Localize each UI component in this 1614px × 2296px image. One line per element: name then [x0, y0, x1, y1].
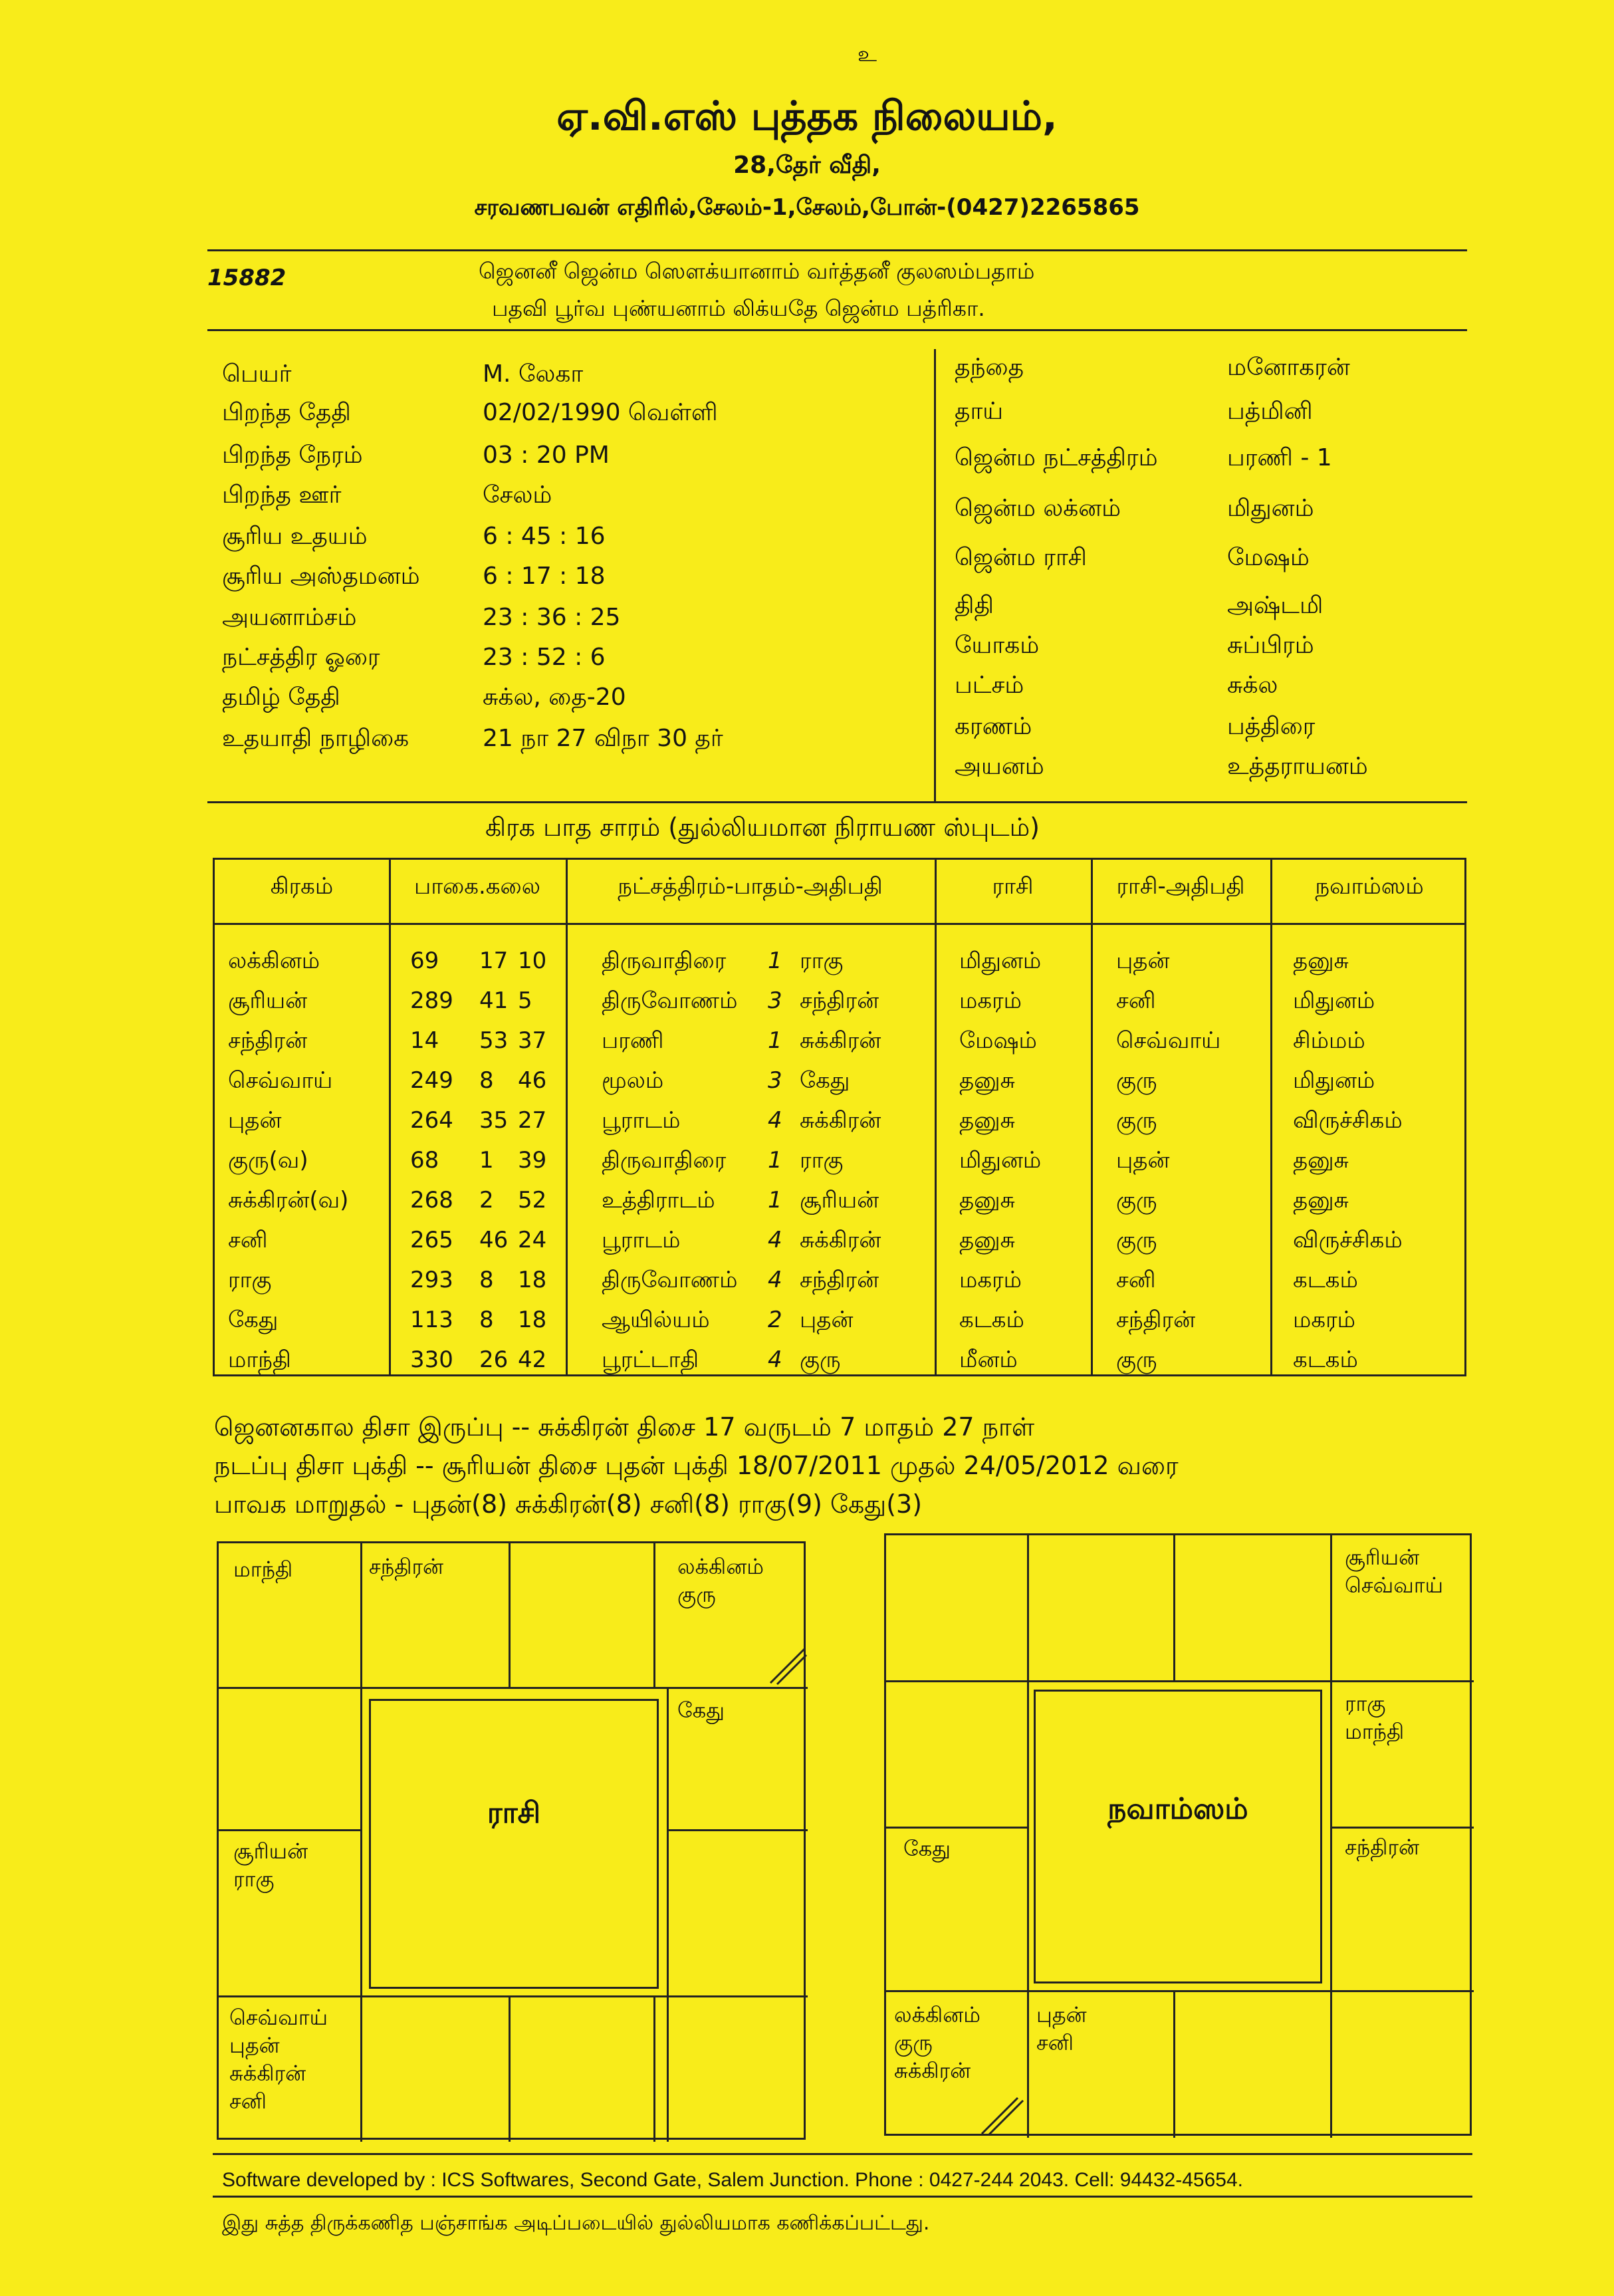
row-second: 24 — [518, 1227, 547, 1253]
bhava-change: பாவக மாறுதல் - புதன்(8) சுக்கிரன்(8) சனி(8) ராகு(9) கேது(3) — [214, 1489, 923, 1519]
birth-detail-value: சுக்ல, தை-20 — [483, 684, 626, 711]
row-rasi: மிதுனம் — [959, 948, 1042, 974]
row-degree: 249 — [410, 1067, 453, 1094]
column-divider — [1091, 860, 1093, 1374]
row-minute: 46 — [479, 1227, 509, 1253]
blessing-line-2: பதவி பூர்வ புண்யனாம் லிக்யதே ஜென்ம பத்ரிகா. — [492, 295, 985, 321]
navamsa-center-box — [1034, 1690, 1322, 1983]
table-title: கிரக பாத சாரம் (துல்லியமான நிராயண ஸ்புடம்) — [485, 813, 1040, 842]
row-rasi: மேஷம் — [959, 1027, 1037, 1054]
header-navamsa: நவாம்ஸம் — [1315, 873, 1424, 900]
family-detail-value: பத்மினி — [1227, 398, 1313, 425]
header-rasi-lord: ராசி-அதிபதி — [1116, 873, 1245, 900]
row-rasi: மகரம் — [959, 1267, 1022, 1293]
grid-line — [219, 1995, 808, 1997]
row-rasi-lord: குரு — [1116, 1107, 1157, 1134]
birth-detail-value: 6 : 45 : 16 — [483, 523, 606, 550]
row-rasi-lord: சந்திரன் — [1116, 1307, 1196, 1333]
row-navamsa: மகரம் — [1293, 1307, 1356, 1333]
row-nakshatra: திருவாதிரை — [602, 1147, 727, 1174]
row-pada: 3 — [768, 987, 782, 1014]
row-pada: 3 — [768, 1067, 782, 1094]
column-divider — [935, 860, 937, 1374]
row-degree: 293 — [410, 1267, 453, 1293]
navamsa-house-kadagam: ராகு மாந்தி — [1345, 1691, 1405, 1744]
header-mark: உ — [858, 41, 877, 66]
family-detail-value: மேஷம் — [1227, 544, 1310, 571]
row-rasi-lord: குரு — [1116, 1227, 1157, 1253]
family-detail-label: அயனம் — [955, 753, 1044, 780]
row-planet-name: சுக்கிரன்(வ) — [228, 1187, 349, 1213]
lagna-mark — [979, 2093, 1024, 2136]
row-degree: 68 — [410, 1147, 439, 1174]
family-detail-label: திதி — [955, 592, 994, 619]
header-planet: கிரகம் — [270, 873, 334, 900]
row-star-lord: சுக்கிரன் — [800, 1027, 881, 1054]
row-degree: 265 — [410, 1227, 453, 1253]
row-rasi: தனுசு — [959, 1107, 1015, 1134]
row-minute: 41 — [479, 987, 509, 1014]
row-second: 52 — [518, 1187, 547, 1213]
row-nakshatra: பூராடம் — [602, 1227, 681, 1253]
row-second: 5 — [518, 987, 532, 1014]
grid-line — [1330, 1827, 1474, 1829]
row-rasi-lord: புதன் — [1116, 1147, 1170, 1174]
row-nakshatra: உத்திராடம் — [602, 1187, 715, 1213]
row-minute: 53 — [479, 1027, 509, 1054]
footer-note: இது சுத்த திருக்கணித பஞ்சாங்க அடிப்படையில் துல்லியமாக கணிக்கப்பட்டது. — [222, 2212, 930, 2235]
row-navamsa: தனுசு — [1293, 948, 1349, 974]
birth-detail-label: உதயாதி நாழிகை — [222, 725, 409, 752]
row-navamsa: விருச்சிகம் — [1293, 1107, 1403, 1134]
row-navamsa: கடகம் — [1293, 1346, 1358, 1373]
birth-detail-label: நட்சத்திர ஓரை — [222, 644, 380, 671]
row-nakshatra: திருவோணம் — [602, 1267, 738, 1293]
birth-detail-value: 02/02/1990 வெள்ளி — [483, 399, 718, 426]
row-degree: 14 — [410, 1027, 439, 1054]
row-pada: 2 — [768, 1307, 782, 1333]
family-detail-label: தந்தை — [955, 354, 1024, 381]
family-detail-value: அஷ்டமி — [1227, 592, 1324, 619]
rasi-house-makaram: சூரியன் ராகு — [233, 1839, 308, 1892]
row-navamsa: கடகம் — [1293, 1267, 1358, 1293]
column-divider — [566, 860, 568, 1374]
grid-line — [653, 1995, 655, 2142]
row-nakshatra: ஆயில்யம் — [602, 1307, 710, 1333]
row-rasi: தனுசு — [959, 1227, 1015, 1253]
row-pada: 4 — [768, 1227, 782, 1253]
column-divider — [389, 860, 391, 1374]
family-detail-label: ஜென்ம நட்சத்திரம் — [955, 444, 1158, 471]
rasi-house-dhanus: செவ்வாய் புதன் சுக்கிரன் சனி — [229, 2005, 328, 2114]
row-planet-name: சூரியன் — [228, 987, 308, 1014]
row-star-lord: சுக்கிரன் — [800, 1227, 881, 1253]
family-detail-value: மிதுனம் — [1227, 495, 1314, 522]
row-minute: 2 — [479, 1187, 494, 1213]
row-pada: 1 — [768, 1187, 782, 1213]
row-star-lord: கேது — [800, 1067, 850, 1094]
row-navamsa: தனுசு — [1293, 1147, 1349, 1174]
header-star: நட்சத்திரம்-பாதம்-அதிபதி — [618, 873, 883, 900]
row-nakshatra: பூராடம் — [602, 1107, 681, 1134]
row-rasi-lord: குரு — [1116, 1067, 1157, 1094]
birth-detail-label: பிறந்த ஊர் — [222, 481, 342, 509]
row-planet-name: செவ்வாய் — [228, 1067, 333, 1094]
grid-line — [1027, 1535, 1029, 1680]
birth-detail-value: சேலம் — [483, 481, 552, 509]
details-divider — [934, 349, 936, 801]
row-second: 18 — [518, 1307, 547, 1333]
row-navamsa: விருச்சிகம் — [1293, 1227, 1403, 1253]
rasi-house-meenam: மாந்தி — [233, 1557, 293, 1582]
row-rasi-lord: சனி — [1116, 1267, 1156, 1293]
row-second: 42 — [518, 1346, 547, 1373]
row-navamsa: சிம்மம் — [1293, 1027, 1365, 1054]
row-pada: 4 — [768, 1346, 782, 1373]
software-credit: Software developed by : ICS Softwares, Second Gate, Salem Junction. Phone : 0427-244 2043. Cell: 94432-45654. — [222, 2169, 1243, 2191]
family-detail-label: யோகம் — [955, 632, 1040, 659]
row-nakshatra: மூலம் — [602, 1067, 664, 1094]
grid-line — [1173, 1990, 1175, 2138]
row-rasi-lord: புதன் — [1116, 948, 1170, 974]
divider — [207, 801, 1467, 803]
row-rasi-lord: சனி — [1116, 987, 1156, 1014]
shop-address: சரவணபவன் எதிரில்,சேலம்-1,சேலம்,போன்-(0427)2265865 — [474, 194, 1140, 221]
birth-detail-label: பெயர் — [222, 360, 292, 388]
row-pada: 4 — [768, 1107, 782, 1134]
row-star-lord: சந்திரன் — [800, 987, 879, 1014]
rasi-title: ராசி — [487, 1796, 541, 1830]
grid-line — [360, 1543, 362, 1687]
grid-line — [1027, 1680, 1029, 2138]
row-minute: 8 — [479, 1307, 494, 1333]
row-star-lord: சுக்கிரன் — [800, 1107, 881, 1134]
grid-line — [509, 1543, 511, 1687]
birth-detail-label: தமிழ் தேதி — [222, 684, 340, 711]
grid-line — [1173, 1535, 1175, 1680]
birth-detail-value: 23 : 36 : 25 — [483, 604, 621, 631]
column-divider — [1270, 860, 1272, 1374]
header-degree: பாகை.கலை — [414, 873, 540, 900]
row-rasi: மகரம் — [959, 987, 1022, 1014]
row-star-lord: புதன் — [800, 1307, 854, 1333]
divider — [213, 2153, 1472, 2155]
family-detail-label: கரணம் — [955, 713, 1032, 740]
row-degree: 264 — [410, 1107, 453, 1134]
row-nakshatra: பூரட்டாதி — [602, 1346, 699, 1373]
rasi-center-box — [369, 1699, 659, 1989]
row-degree: 330 — [410, 1346, 453, 1373]
row-degree: 113 — [410, 1307, 453, 1333]
row-minute: 35 — [479, 1107, 509, 1134]
grid-line — [667, 1829, 808, 1831]
divider — [213, 2196, 1472, 2198]
row-star-lord: ராகு — [800, 1147, 844, 1174]
row-planet-name: சந்திரன் — [228, 1027, 308, 1054]
birth-detail-value: 03 : 20 PM — [483, 442, 610, 469]
family-detail-value: பரணி - 1 — [1227, 444, 1332, 471]
row-second: 46 — [518, 1067, 547, 1094]
family-detail-value: மனோகரன் — [1227, 354, 1350, 381]
birth-detail-label: சூரிய அஸ்தமனம் — [222, 563, 420, 590]
row-minute: 8 — [479, 1267, 494, 1293]
navamsa-chart — [884, 1533, 1472, 2136]
row-minute: 26 — [479, 1346, 509, 1373]
row-degree: 268 — [410, 1187, 453, 1213]
family-detail-label: ஜென்ம லக்னம் — [955, 495, 1121, 522]
row-navamsa: மிதுனம் — [1293, 987, 1375, 1014]
rasi-chart — [217, 1541, 806, 2140]
navamsa-house-midhunam: சூரியன் செவ்வாய் — [1345, 1545, 1444, 1598]
row-planet-name: லக்கினம் — [228, 948, 320, 974]
row-planet-name: கேது — [228, 1307, 279, 1333]
family-detail-label: ஜென்ம ராசி — [955, 544, 1087, 571]
navamsa-house-makaram: கேது — [903, 1836, 951, 1861]
row-rasi: மீனம் — [959, 1346, 1018, 1373]
row-planet-name: குரு(வ) — [228, 1147, 308, 1174]
divider — [207, 249, 1467, 251]
row-minute: 17 — [479, 948, 509, 974]
grid-line — [360, 1687, 362, 2142]
family-detail-value: சுக்ல — [1227, 672, 1278, 699]
lagna-mark — [764, 1643, 808, 1687]
birth-detail-value: 23 : 52 : 6 — [483, 644, 606, 671]
grid-line — [219, 1829, 360, 1831]
grid-line — [1330, 1990, 1332, 2138]
family-detail-value: சுப்பிரம் — [1227, 632, 1314, 659]
family-detail-label: தாய் — [955, 398, 1004, 425]
header-rasi: ராசி — [992, 873, 1034, 900]
row-planet-name: மாந்தி — [228, 1346, 291, 1373]
row-rasi: கடகம் — [959, 1307, 1024, 1333]
family-detail-label: பட்சம் — [955, 672, 1024, 699]
grid-line — [653, 1543, 655, 1687]
row-nakshatra: திருவோணம் — [602, 987, 738, 1014]
row-nakshatra: பரணி — [602, 1027, 664, 1054]
serial-number: 15882 — [207, 265, 287, 291]
row-second: 10 — [518, 948, 547, 974]
row-rasi: மிதுனம் — [959, 1147, 1042, 1174]
birth-detail-label: அயனாம்சம் — [222, 604, 357, 631]
birth-detail-label: சூரிய உதயம் — [222, 523, 368, 550]
row-navamsa: தனுசு — [1293, 1187, 1349, 1213]
row-rasi: தனுசு — [959, 1067, 1015, 1094]
birth-detail-value: 6 : 17 : 18 — [483, 563, 606, 590]
current-dasa: நடப்பு திசா புக்தி -- சூரியன் திசை புதன் புக்தி 18/07/2011 முதல் 24/05/2012 வரை — [214, 1451, 1179, 1480]
shop-name: ஏ.வி.எஸ் புத்தக நிலையம், — [556, 93, 1058, 140]
row-planet-name: சனி — [228, 1227, 268, 1253]
row-navamsa: மிதுனம் — [1293, 1067, 1375, 1094]
family-detail-value: பத்திரை — [1227, 713, 1316, 740]
rasi-house-kadagam: கேது — [677, 1698, 725, 1723]
row-star-lord: சூரியன் — [800, 1187, 879, 1213]
grid-line — [667, 1687, 669, 2142]
row-star-lord: ராகு — [800, 948, 844, 974]
row-second: 27 — [518, 1107, 547, 1134]
shop-street: 28,தேர் வீதி, — [733, 152, 881, 179]
birth-detail-value: 21 நா 27 விநா 30 தர் — [483, 725, 723, 752]
divider — [207, 329, 1467, 331]
row-planet-name: ராகு — [228, 1267, 272, 1293]
row-planet-name: புதன் — [228, 1107, 282, 1134]
row-degree: 289 — [410, 987, 453, 1014]
dasa-balance: ஜெனனகால திசா இருப்பு -- சுக்கிரன் திசை 17 வருடம் 7 மாதம் 27 நாள் — [214, 1412, 1035, 1442]
grid-line — [509, 1995, 511, 2142]
row-pada: 1 — [768, 1027, 782, 1054]
header-rule — [215, 923, 1464, 925]
row-pada: 1 — [768, 948, 782, 974]
family-detail-value: உத்தராயனம் — [1227, 753, 1368, 780]
birth-detail-label: பிறந்த தேதி — [222, 399, 351, 426]
row-minute: 8 — [479, 1067, 494, 1094]
birth-detail-value: M. லேகா — [483, 360, 584, 388]
navamsa-title: நவாம்ஸம் — [1107, 1792, 1248, 1826]
row-minute: 1 — [479, 1147, 494, 1174]
row-star-lord: சந்திரன் — [800, 1267, 879, 1293]
row-second: 18 — [518, 1267, 547, 1293]
navamsa-house-dhanus: லக்கினம் குரு சுக்கிரன் — [894, 2002, 981, 2083]
birth-detail-label: பிறந்த நேரம் — [222, 442, 363, 469]
row-rasi-lord: செவ்வாய் — [1116, 1027, 1221, 1054]
rasi-house-midhunam: லக்கினம் குரு — [677, 1554, 764, 1607]
row-rasi-lord: குரு — [1116, 1187, 1157, 1213]
row-rasi-lord: குரு — [1116, 1346, 1157, 1373]
blessing-line-1: ஜெனனீ ஜென்ம ஸௌக்யானாம் வர்த்தனீ குலஸம்பதாம் — [479, 258, 1035, 284]
row-nakshatra: திருவாதிரை — [602, 948, 727, 974]
row-rasi: தனுசு — [959, 1187, 1015, 1213]
grid-line — [219, 1687, 808, 1689]
grid-line — [1330, 1535, 1332, 1680]
row-second: 37 — [518, 1027, 547, 1054]
grid-line — [886, 1990, 1474, 1992]
navamsa-house-simmam: சந்திரன் — [1345, 1835, 1420, 1860]
planet-table — [213, 858, 1466, 1376]
navamsa-house-vrischikam: புதன் சனி — [1036, 2002, 1087, 2055]
row-degree: 69 — [410, 948, 439, 974]
grid-line — [886, 1680, 1474, 1682]
rasi-house-mesham: சந்திரன் — [369, 1554, 444, 1579]
row-second: 39 — [518, 1147, 547, 1174]
grid-line — [886, 1827, 1027, 1829]
row-pada: 1 — [768, 1147, 782, 1174]
row-star-lord: குரு — [800, 1346, 841, 1373]
row-pada: 4 — [768, 1267, 782, 1293]
